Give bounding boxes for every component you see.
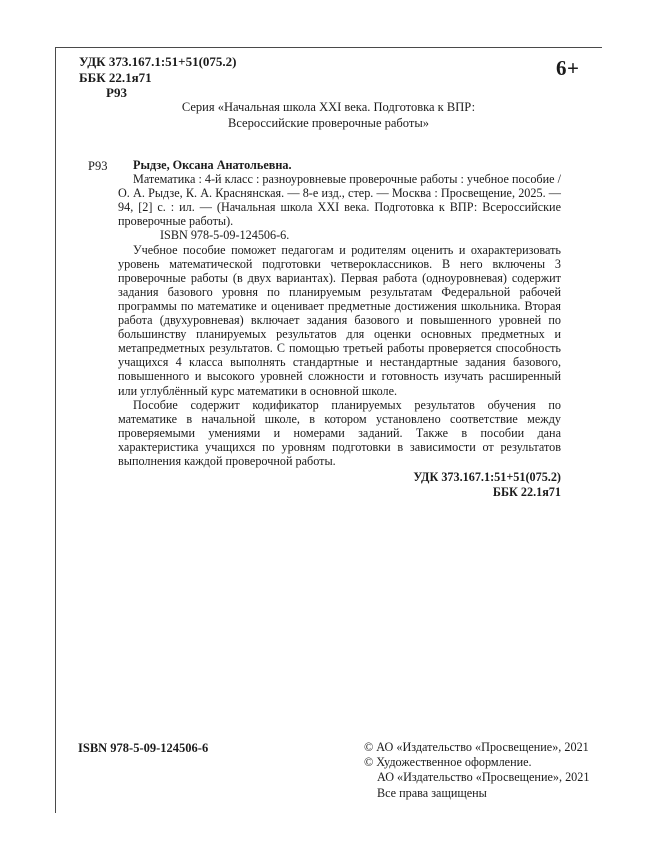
copyright-line-4: Все права защищены: [377, 785, 487, 800]
annotation-paragraph-1: Учебное пособие поможет педагогам и родителям оценить и охарактеризовать уровень математической подготовки четвероклассников. В него включены 3 проверочные работы (в двух вариантах). Первая работа (одноуровневая) содержит задания базового уровня по планируемым результатам Федеральной рабочей программы по математике и оценивает предметные достижения школьника. Вторая работа (двухуровневая) включает задания базового и повышенного уровней по большинству планируемых результатов для оценки основных предметных и метапредметных результатов. С помощью третьей работы проверяется способность учащихся 4 класса выполнять стандартные и нестандартные задания базового, повышенного и высокого уровней сложности и готовность изучать расширенный или углублённый курс математики в основной школе.: [118, 242, 561, 398]
isbn-footer: ISBN 978-5-09-124506-6: [78, 741, 209, 755]
copyright-block: [364, 740, 589, 801]
series-title: [55, 100, 602, 131]
margin-author-sign: Р93: [88, 159, 108, 173]
author-name: Рыдзе, Оксана Анатольевна.: [133, 158, 292, 172]
page-frame-left-rule: [55, 47, 56, 813]
classification-block: [79, 54, 237, 101]
bbk-number: ББК 22.1я71: [79, 69, 152, 85]
udk-number: УДК 373.167.1:51+51(075.2): [79, 54, 237, 69]
bibliographic-description: Математика : 4-й класс : разноуровневые проверочные работы : учебное пособие / О. А. Рыдзе, К. А. Краснянская. — 8-е изд., стер. — Москва : Просвещение, 2025. — 94, [2] с. : ил. — (Начальная школа XXI века. Подготовка к ВПР: Всероссийские проверочные работы).: [118, 172, 561, 229]
udk-number-bottom: УДК 373.167.1:51+51(075.2): [413, 470, 561, 485]
annotation-paragraph-2: Пособие содержит кодификатор планируемых результатов обучения по математике в начальной школе, в котором установлено соответствие между проверяемыми умениями и номерами заданий. Также в пособии дана характеристика учащихся по уровням подготовки в зависимости от результатов выполнения каждой проверочной работы.: [118, 397, 561, 468]
series-line-2: Всероссийские проверочные работы»: [227, 115, 429, 130]
isbn-entry: ISBN 978-5-09-124506-6.: [160, 228, 290, 243]
series-line-1: Серия «Начальная школа XXI века. Подготовка к ВПР:: [181, 100, 476, 114]
age-rating-badge: 6+: [556, 56, 580, 80]
page-frame-top-rule: [55, 47, 602, 48]
author-sign-code: Р93: [106, 85, 127, 100]
copyright-line-1: © АО «Издательство «Просвещение», 2021: [364, 740, 589, 754]
bbk-number-bottom: ББК 22.1я71: [492, 485, 561, 500]
copyright-line-3: АО «Издательство «Просвещение», 2021: [377, 770, 590, 785]
classification-block-bottom: [118, 470, 561, 500]
copyright-line-2: © Художественное оформление.: [364, 755, 532, 770]
bibliographic-entry: [118, 158, 561, 500]
